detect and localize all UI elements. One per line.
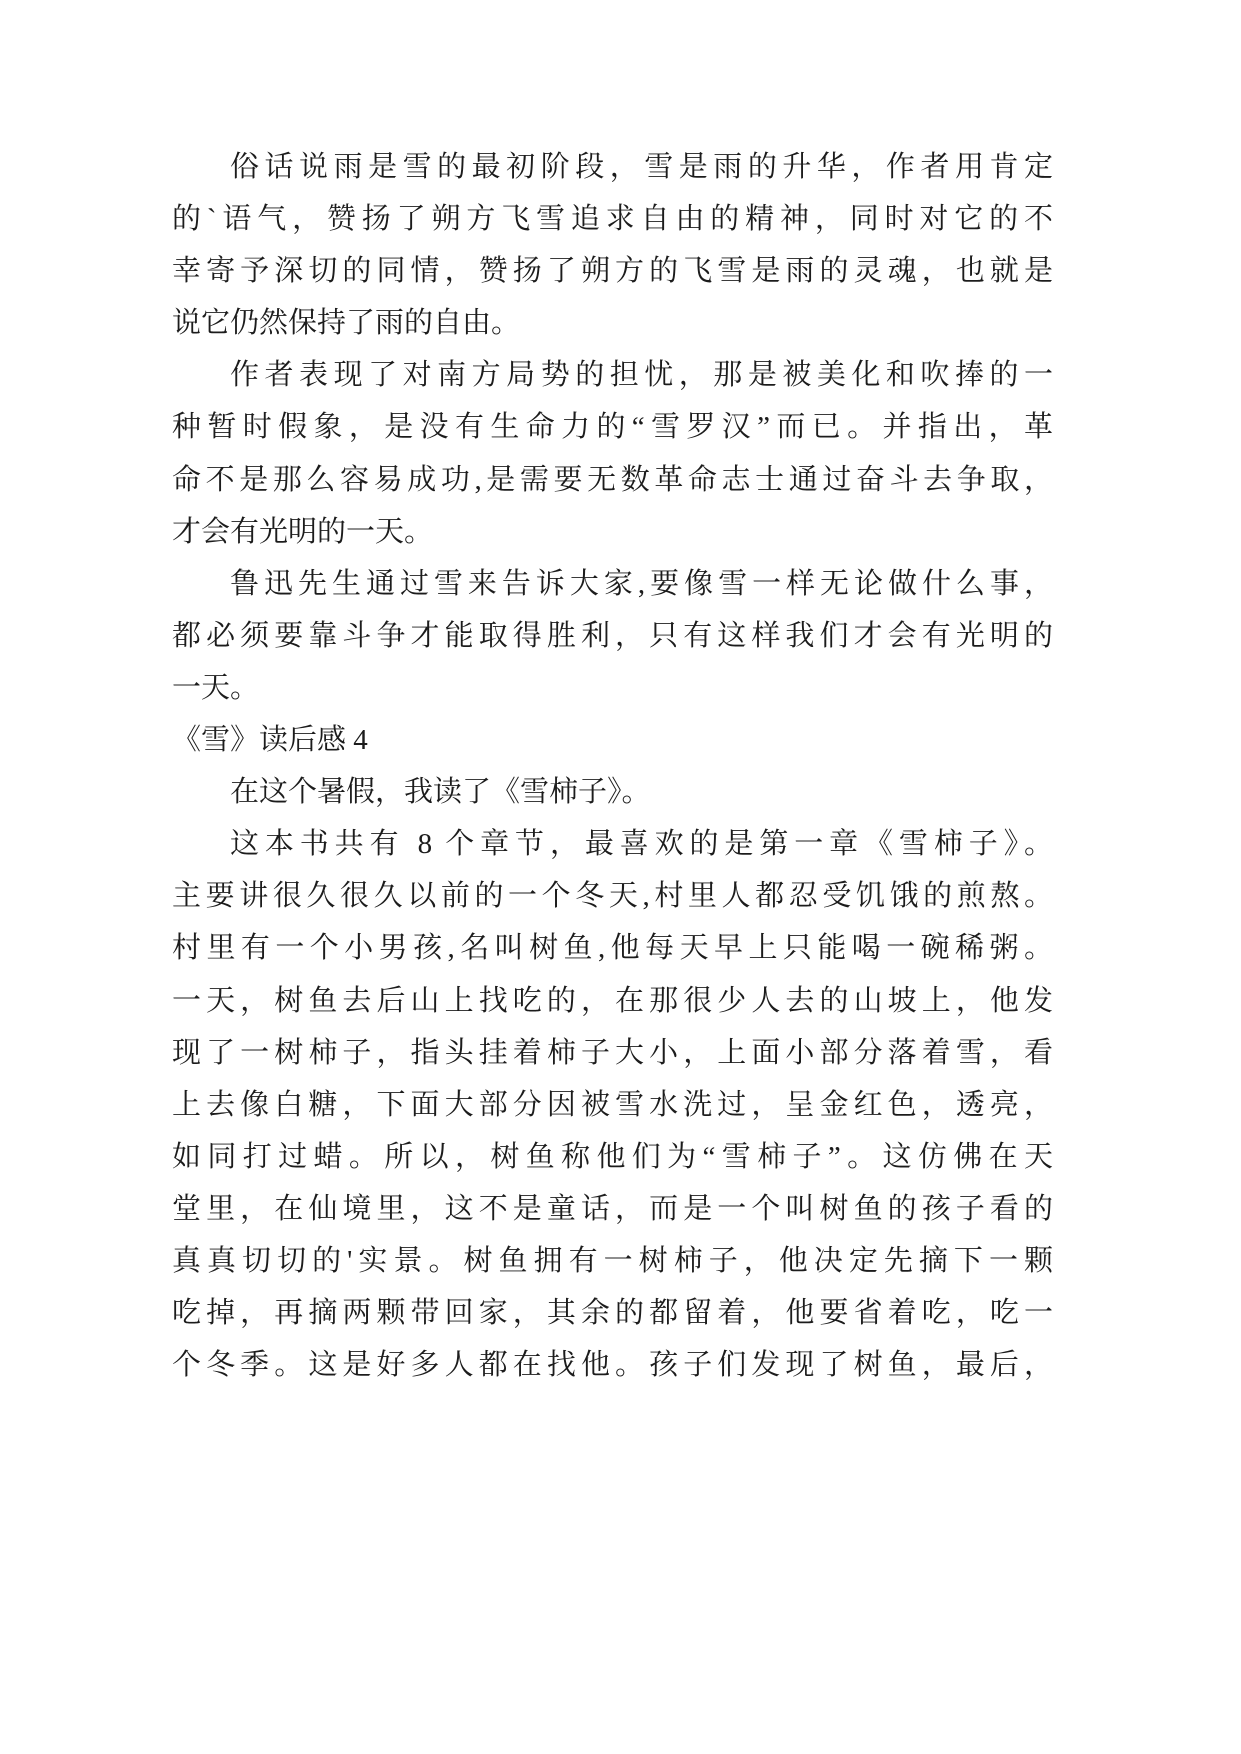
paragraph-line: 的`语气，赞扬了朔方飞雪追求自由的精神，同时对它的不 <box>172 203 1053 236</box>
paragraph-line: 鲁迅先生通过雪来告诉大家,要像雪一样无论做什么事， <box>230 567 1053 600</box>
paragraph-line: 主要讲很久很久以前的一个冬天,村里人都忍受饥饿的煎熬。 <box>172 880 1053 913</box>
paragraph-line: 一天。 <box>172 671 260 704</box>
paragraph-line: 命不是那么容易成功,是需要无数革命志士通过奋斗去争取， <box>172 463 1053 496</box>
paragraph <box>172 349 1053 557</box>
paragraph-line: 村里有一个小男孩,名叫树鱼,他每天早上只能喝一碗稀粥。 <box>172 932 1053 965</box>
paragraph-line: 个冬季。这是好多人都在找他。孩子们发现了树鱼，最后， <box>172 1349 1053 1382</box>
paragraph-line: 在这个暑假，我读了《雪柿子》。 <box>230 776 651 809</box>
paragraph-line: 说它仍然保持了雨的自由。 <box>172 307 521 340</box>
paragraph-line: 如同打过蜡。所以，树鱼称他们为“雪柿子”。这仿佛在天 <box>172 1140 1053 1173</box>
paragraph-line: 俗话说雨是雪的最初阶段，雪是雨的升华，作者用肯定 <box>230 151 1053 183</box>
paragraph-line: 一天，树鱼去后山上找吃的，在那很少人去的山坡上，他发 <box>172 984 1053 1017</box>
paragraph-line: 上去像白糖，下面大部分因被雪水洗过，呈金红色，透亮， <box>172 1088 1053 1121</box>
paragraph-line: 吃掉，再摘两颗带回家，其余的都留着，他要省着吃，吃一 <box>172 1297 1053 1330</box>
section-heading: 《雪》读后感 4 <box>172 724 368 757</box>
paragraph <box>172 818 1053 1391</box>
paragraph <box>172 558 1053 714</box>
paragraph-line: 现了一树柿子，指头挂着柿子大小，上面小部分落着雪，看 <box>172 1036 1053 1069</box>
paragraph-line: 才会有光明的一天。 <box>172 515 434 548</box>
document-body <box>172 141 1053 1391</box>
paragraph-line: 幸寄予深切的同情，赞扬了朔方的飞雪是雨的灵魂，也就是 <box>172 255 1053 288</box>
paragraph-line: 种暂时假象，是没有生命力的“雪罗汉”而已。并指出，革 <box>172 411 1053 444</box>
paragraph-line: 都必须要靠斗争才能取得胜利，只有这样我们才会有光明的 <box>172 619 1053 652</box>
paragraph-line: 这本书共有 8 个章节，最喜欢的是第一章《雪柿子》。 <box>230 828 1053 861</box>
paragraph-line: 真真切切的'实景。树鱼拥有一树柿子，他决定先摘下一颗 <box>172 1244 1053 1277</box>
paragraph <box>172 141 1053 349</box>
paragraph-line: 堂里，在仙境里，这不是童话，而是一个叫树鱼的孩子看的 <box>172 1192 1053 1225</box>
paragraph-line: 作者表现了对南方局势的担忧，那是被美化和吹捧的一 <box>230 359 1053 392</box>
paragraph <box>172 766 1053 818</box>
